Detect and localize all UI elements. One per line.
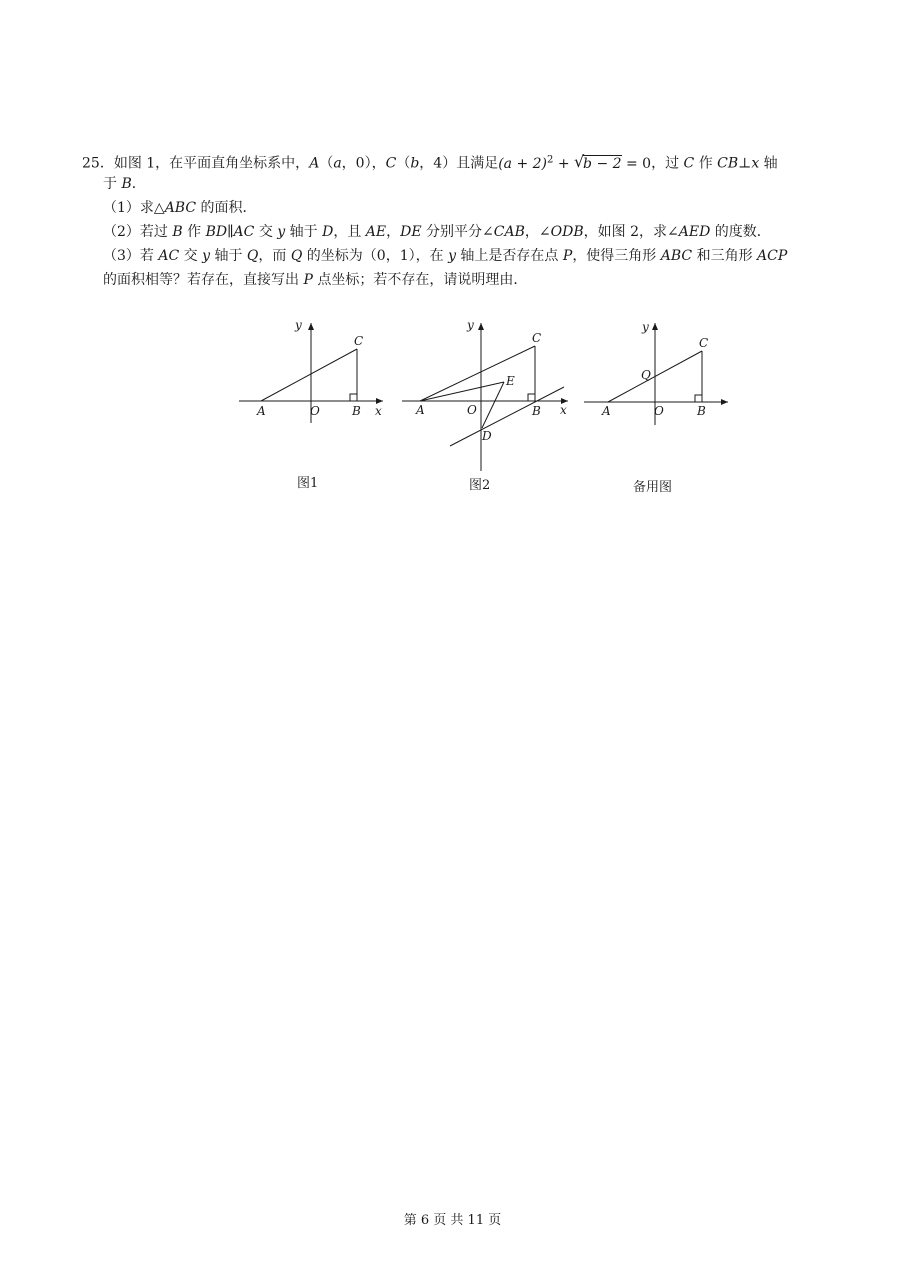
question-number: 25． (82, 155, 114, 172)
question-part-2: （2）若过 B 作 BD∥AC 交 y 轴于 D，且 AE，DE 分别平分∠CAB，∠ODB，如图 2，求∠AED 的度数． (103, 224, 771, 240)
label-q: Q (641, 368, 651, 382)
label-o: O (310, 404, 320, 418)
figure-1 (235, 315, 395, 425)
figure-2-caption: 图2 (469, 478, 491, 493)
question-part-1: （1）求△ABC 的面积． (103, 200, 257, 216)
figure-1-caption: 图1 (297, 476, 319, 491)
segment-ac (420, 346, 535, 401)
segment-ae (420, 382, 504, 401)
sqrt-expression: √ b − 2 (574, 151, 622, 172)
label-y: y (467, 318, 474, 332)
label-x: x (375, 404, 382, 418)
label-a: A (416, 403, 425, 417)
right-angle-mark (528, 394, 535, 401)
label-d: D (482, 429, 492, 443)
question-part-3: （3）若 AC 交 y 轴于 Q，而 Q 的坐标为（0，1），在 y 轴上是否存在点 P，使得三角形 ABC 和三角形 ACP (103, 248, 788, 264)
right-angle-mark (350, 394, 357, 401)
segment-ac (261, 349, 357, 401)
label-e: E (506, 374, 515, 388)
label-b: B (697, 404, 706, 418)
label-a: A (257, 404, 266, 418)
label-x: x (560, 403, 567, 417)
label-o: O (654, 404, 664, 418)
question-line-1: 25．如图 1，在平面直角坐标系中，A（a，0），C（b，4）且满足$(a + 2)^2$ + √ b − 2 = 0，过 C 作 CB⊥x 轴 (82, 151, 778, 172)
page-footer: 第 6 页 共 11 页 (403, 1213, 502, 1228)
figure-spare-caption: 备用图 (633, 480, 673, 495)
figure-2 (398, 315, 578, 475)
label-b: B (532, 404, 541, 418)
equation: $(a + 2)^2$ + √ b − 2 = 0 (498, 151, 652, 172)
label-c: C (532, 331, 542, 345)
label-c: C (699, 336, 709, 350)
label-y: y (295, 318, 302, 332)
question-part-3-line-2: 的面积相等？若存在，直接写出 P 点坐标；若不存在，请说明理由． (103, 272, 528, 288)
question-line-2: 于 B． (103, 176, 146, 192)
segment-de (482, 382, 504, 428)
label-y: y (642, 320, 649, 334)
figure-spare (580, 315, 735, 425)
label-c: C (354, 334, 364, 348)
label-a: A (602, 404, 611, 418)
label-b: B (352, 404, 361, 418)
right-angle-mark (695, 395, 702, 402)
label-o: O (467, 403, 477, 417)
